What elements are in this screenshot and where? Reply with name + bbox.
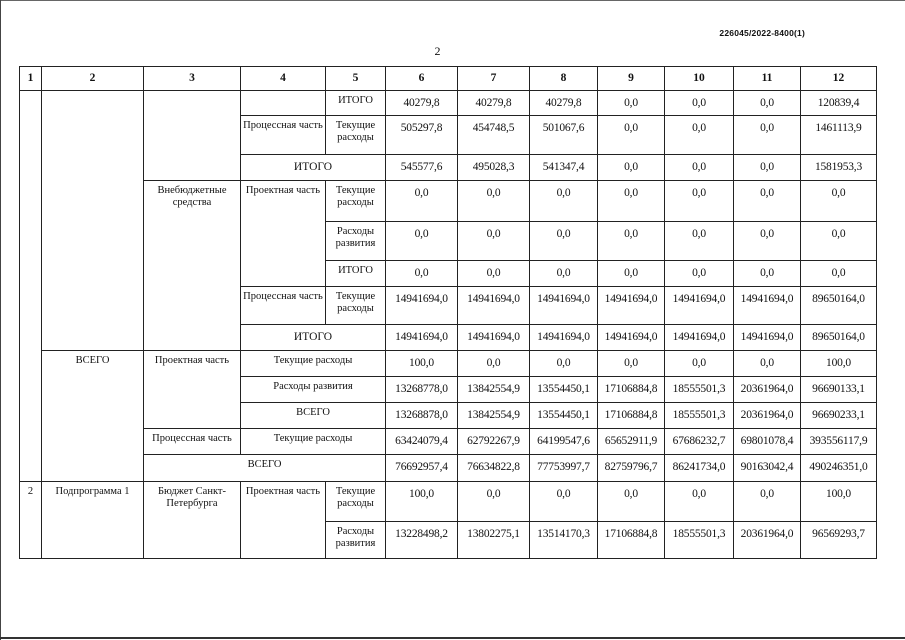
value-cell: 0,0 bbox=[386, 181, 458, 222]
value-cell: 100,0 bbox=[801, 351, 877, 377]
header-cell: 12 bbox=[801, 67, 877, 91]
page-top-edge bbox=[0, 0, 905, 1]
expense-label: Текущие расходы bbox=[326, 116, 386, 155]
table-row bbox=[20, 91, 877, 116]
part-label: Процессная часть bbox=[241, 287, 326, 325]
value-cell: 120839,4 bbox=[801, 91, 877, 116]
value-cell: 13554450,1 bbox=[530, 403, 598, 429]
value-cell: 0,0 bbox=[598, 155, 665, 181]
value-cell: 0,0 bbox=[530, 181, 598, 222]
value-cell: 96690233,1 bbox=[801, 403, 877, 429]
value-cell: 0,0 bbox=[530, 222, 598, 261]
part-cell bbox=[241, 91, 326, 116]
value-cell: 13268878,0 bbox=[386, 403, 458, 429]
header-cell: 11 bbox=[734, 67, 801, 91]
value-cell: 20361964,0 bbox=[734, 403, 801, 429]
value-cell: 17106884,8 bbox=[598, 377, 665, 403]
value-cell: 0,0 bbox=[801, 261, 877, 287]
value-cell: 495028,3 bbox=[458, 155, 530, 181]
page-number: 2 bbox=[434, 44, 441, 58]
budget-table bbox=[19, 66, 877, 559]
expense-label: Текущие расходы bbox=[326, 181, 386, 222]
value-cell: 67686232,7 bbox=[665, 429, 734, 455]
expense-label: Расходы развития bbox=[241, 377, 386, 403]
expense-label: Текущие расходы bbox=[241, 429, 386, 455]
value-cell: 0,0 bbox=[598, 351, 665, 377]
source-label-budget: Бюджет Санкт-Петербурга bbox=[144, 482, 241, 559]
value-cell: 541347,4 bbox=[530, 155, 598, 181]
expense-label: Текущие расходы bbox=[241, 351, 386, 377]
value-cell: 0,0 bbox=[530, 351, 598, 377]
header-cell: 8 bbox=[530, 67, 598, 91]
header-cell: 5 bbox=[326, 67, 386, 91]
row-number: 2 bbox=[20, 482, 42, 559]
header-cell: 6 bbox=[386, 67, 458, 91]
header-cell: 4 bbox=[241, 67, 326, 91]
page-left-edge bbox=[0, 0, 1, 640]
part-label: Процессная часть bbox=[241, 116, 326, 155]
part-label: Процессная часть bbox=[144, 429, 241, 455]
header-cell: 1 bbox=[20, 67, 42, 91]
table-row bbox=[20, 181, 877, 222]
table-row bbox=[20, 482, 877, 522]
value-cell: 545577,6 bbox=[386, 155, 458, 181]
value-cell: 0,0 bbox=[598, 181, 665, 222]
value-cell: 63424079,4 bbox=[386, 429, 458, 455]
value-cell: 0,0 bbox=[734, 181, 801, 222]
value-cell: 62792267,9 bbox=[458, 429, 530, 455]
value-cell: 0,0 bbox=[665, 482, 734, 522]
value-cell: 0,0 bbox=[665, 222, 734, 261]
value-cell: 0,0 bbox=[530, 261, 598, 287]
value-cell: 69801078,4 bbox=[734, 429, 801, 455]
value-cell: 14941694,0 bbox=[665, 325, 734, 351]
total-label: ВСЕГО bbox=[42, 351, 144, 482]
value-cell: 0,0 bbox=[801, 222, 877, 261]
row-number-cell bbox=[20, 91, 42, 482]
value-cell: 100,0 bbox=[386, 482, 458, 522]
total-label: ВСЕГО bbox=[241, 403, 386, 429]
value-cell: 14941694,0 bbox=[734, 287, 801, 325]
value-cell: 89650164,0 bbox=[801, 325, 877, 351]
value-cell: 14941694,0 bbox=[386, 325, 458, 351]
value-cell: 100,0 bbox=[386, 351, 458, 377]
value-cell: 14941694,0 bbox=[598, 325, 665, 351]
table-row bbox=[20, 351, 877, 377]
header-cell: 9 bbox=[598, 67, 665, 91]
value-cell: 0,0 bbox=[734, 155, 801, 181]
value-cell: 490246351,0 bbox=[801, 455, 877, 482]
value-cell: 14941694,0 bbox=[734, 325, 801, 351]
value-cell: 13842554,9 bbox=[458, 377, 530, 403]
document-code: 226045/2022-8400(1) bbox=[719, 28, 805, 38]
value-cell: 0,0 bbox=[665, 351, 734, 377]
header-cell: 2 bbox=[42, 67, 144, 91]
expense-label: Расходы развития bbox=[326, 222, 386, 261]
expense-label: Текущие расходы bbox=[326, 287, 386, 325]
value-cell: 0,0 bbox=[598, 482, 665, 522]
value-cell: 86241734,0 bbox=[665, 455, 734, 482]
value-cell: 76692957,4 bbox=[386, 455, 458, 482]
value-cell: 40279,8 bbox=[458, 91, 530, 116]
table-row bbox=[20, 429, 877, 455]
value-cell: 0,0 bbox=[598, 116, 665, 155]
part-label: Проектная часть bbox=[241, 181, 326, 287]
value-cell: 0,0 bbox=[801, 181, 877, 222]
value-cell: 14941694,0 bbox=[458, 325, 530, 351]
value-cell: 14941694,0 bbox=[386, 287, 458, 325]
value-cell: 0,0 bbox=[734, 116, 801, 155]
subprogram-label: Подпрограмма 1 bbox=[42, 482, 144, 559]
value-cell: 40279,8 bbox=[386, 91, 458, 116]
value-cell: 0,0 bbox=[734, 91, 801, 116]
value-cell: 13842554,9 bbox=[458, 403, 530, 429]
value-cell: 0,0 bbox=[458, 351, 530, 377]
header-row bbox=[20, 67, 877, 91]
value-cell: 82759796,7 bbox=[598, 455, 665, 482]
value-cell: 18555501,3 bbox=[665, 377, 734, 403]
value-cell: 0,0 bbox=[665, 261, 734, 287]
value-cell: 65652911,9 bbox=[598, 429, 665, 455]
value-cell: 0,0 bbox=[598, 222, 665, 261]
value-cell: 13514170,3 bbox=[530, 522, 598, 559]
part-label: Проектная часть bbox=[144, 351, 241, 429]
value-cell: 14941694,0 bbox=[665, 287, 734, 325]
value-cell: 393556117,9 bbox=[801, 429, 877, 455]
page-bottom-edge bbox=[0, 637, 905, 639]
table-row bbox=[20, 455, 877, 482]
value-cell: 0,0 bbox=[665, 91, 734, 116]
value-cell: 14941694,0 bbox=[458, 287, 530, 325]
value-cell: 0,0 bbox=[530, 482, 598, 522]
header-cell: 7 bbox=[458, 67, 530, 91]
value-cell: 505297,8 bbox=[386, 116, 458, 155]
value-cell: 77753997,7 bbox=[530, 455, 598, 482]
value-cell: 64199547,6 bbox=[530, 429, 598, 455]
value-cell: 0,0 bbox=[458, 482, 530, 522]
header-cell: 3 bbox=[144, 67, 241, 91]
value-cell: 0,0 bbox=[734, 351, 801, 377]
value-cell: 76634822,8 bbox=[458, 455, 530, 482]
value-cell: 501067,6 bbox=[530, 116, 598, 155]
value-cell: 0,0 bbox=[734, 222, 801, 261]
value-cell: 13228498,2 bbox=[386, 522, 458, 559]
value-cell: 13268778,0 bbox=[386, 377, 458, 403]
value-cell: 20361964,0 bbox=[734, 522, 801, 559]
value-cell: 18555501,3 bbox=[665, 403, 734, 429]
value-cell: 0,0 bbox=[458, 222, 530, 261]
value-cell: 0,0 bbox=[598, 91, 665, 116]
itogo-label: ИТОГО bbox=[326, 261, 386, 287]
value-cell: 0,0 bbox=[458, 181, 530, 222]
value-cell: 1581953,3 bbox=[801, 155, 877, 181]
value-cell: 0,0 bbox=[598, 261, 665, 287]
value-cell: 14941694,0 bbox=[598, 287, 665, 325]
expense-label: Текущие расходы bbox=[326, 482, 386, 522]
value-cell: 0,0 bbox=[734, 261, 801, 287]
value-cell: 454748,5 bbox=[458, 116, 530, 155]
source-label-offbudget: Внебюджетные средства bbox=[144, 181, 241, 351]
value-cell: 100,0 bbox=[801, 482, 877, 522]
value-cell: 13802275,1 bbox=[458, 522, 530, 559]
value-cell: 0,0 bbox=[458, 261, 530, 287]
header-cell: 10 bbox=[665, 67, 734, 91]
value-cell: 18555501,3 bbox=[665, 522, 734, 559]
value-cell: 89650164,0 bbox=[801, 287, 877, 325]
value-cell: 90163042,4 bbox=[734, 455, 801, 482]
itogo-label: ИТОГО bbox=[326, 91, 386, 116]
value-cell: 96569293,7 bbox=[801, 522, 877, 559]
value-cell: 0,0 bbox=[734, 482, 801, 522]
source-cell bbox=[144, 91, 241, 181]
value-cell: 17106884,8 bbox=[598, 522, 665, 559]
value-cell: 96690133,1 bbox=[801, 377, 877, 403]
value-cell: 20361964,0 bbox=[734, 377, 801, 403]
category-cell bbox=[42, 91, 144, 351]
value-cell: 14941694,0 bbox=[530, 287, 598, 325]
total-label: ВСЕГО bbox=[144, 455, 386, 482]
expense-label: Расходы развития bbox=[326, 522, 386, 559]
value-cell: 0,0 bbox=[665, 116, 734, 155]
value-cell: 40279,8 bbox=[530, 91, 598, 116]
itogo-label: ИТОГО bbox=[241, 155, 386, 181]
value-cell: 0,0 bbox=[665, 155, 734, 181]
value-cell: 0,0 bbox=[665, 181, 734, 222]
part-label: Проектная часть bbox=[241, 482, 326, 559]
value-cell: 0,0 bbox=[386, 222, 458, 261]
value-cell: 1461113,9 bbox=[801, 116, 877, 155]
value-cell: 0,0 bbox=[386, 261, 458, 287]
itogo-label: ИТОГО bbox=[241, 325, 386, 351]
value-cell: 14941694,0 bbox=[530, 325, 598, 351]
value-cell: 13554450,1 bbox=[530, 377, 598, 403]
value-cell: 17106884,8 bbox=[598, 403, 665, 429]
